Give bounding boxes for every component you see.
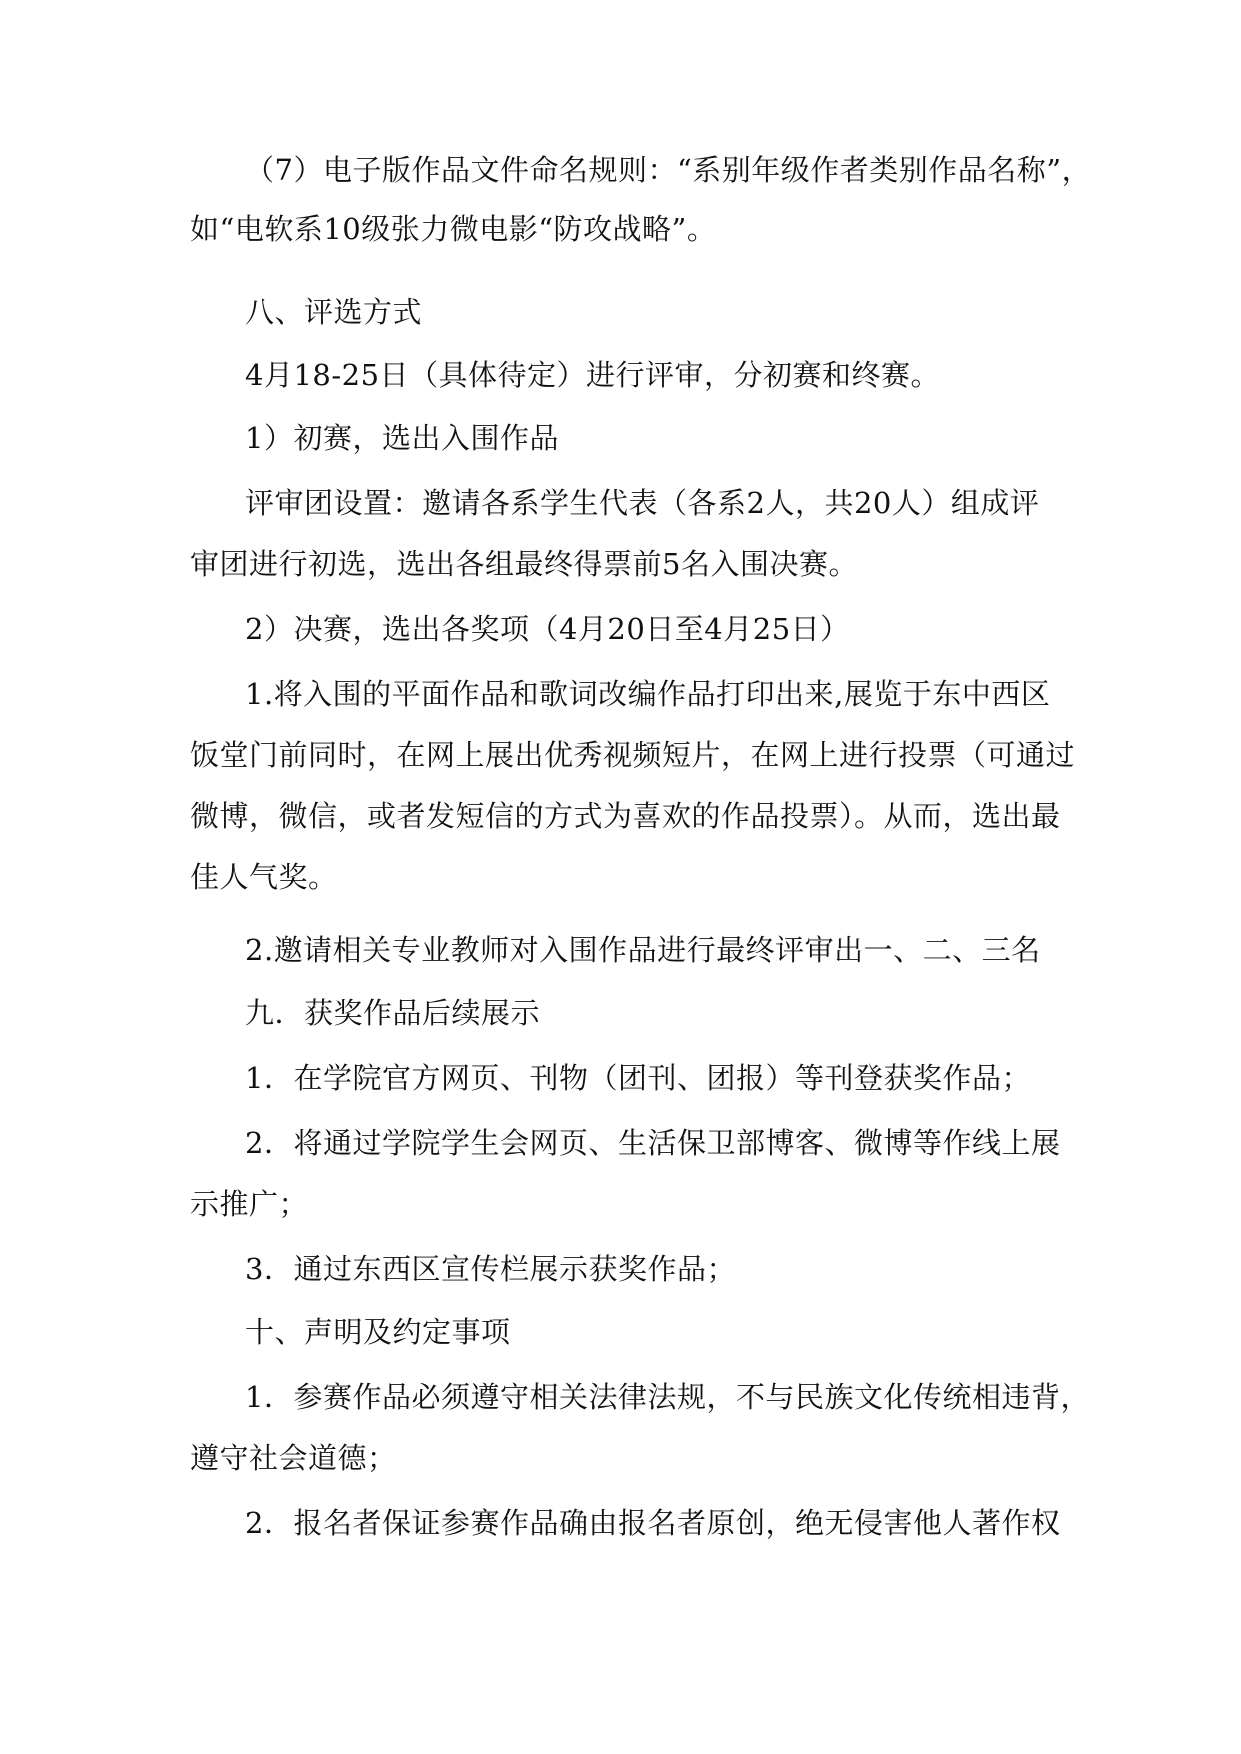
text-line-jury-setup: 评审团设置：邀请各系学生代表（各系2人，共20人）组成评 xyxy=(245,486,1040,520)
text-line-statement-item1: 1．参赛作品必须遵守相关法律法规，不与民族文化传统相违背， xyxy=(245,1380,1090,1414)
section-heading-statement: 十、声明及约定事项 xyxy=(245,1315,511,1349)
subheading-final: 2）决赛，选出各奖项（4月20日至4月25日） xyxy=(245,612,850,646)
text-line-review-date: 4月18-25日（具体待定）进行评审，分初赛和终赛。 xyxy=(245,358,941,392)
text-line-final-item1-cont2: 微博，微信，或者发短信的方式为喜欢的作品投票）。从而，选出最 xyxy=(190,799,1061,833)
subheading-preliminary: 1）初赛，选出入围作品 xyxy=(245,421,559,455)
text-line-final-item1-cont3: 佳人气奖。 xyxy=(190,860,338,894)
text-line-naming-rule: （7）电子版作品文件命名规则：“系别年级作者类别作品名称”， xyxy=(245,153,1092,187)
text-line-naming-example: 如“电软系10级张力微电影“防攻战略”。 xyxy=(190,212,717,246)
section-heading-evaluation: 八、评选方式 xyxy=(245,295,423,329)
text-line-statement-item2: 2．报名者保证参赛作品确由报名者原创，绝无侵害他人著作权 xyxy=(245,1506,1061,1540)
section-heading-display: 九．获奖作品后续展示 xyxy=(245,996,541,1030)
text-line-display-item2-cont: 示推广； xyxy=(190,1187,309,1221)
text-line-final-item2: 2.邀请相关专业教师对入围作品进行最终评审出一、二、三名 xyxy=(245,933,1041,967)
text-line-final-item1-cont: 饭堂门前同时，在网上展出优秀视频短片，在网上进行投票（可通过 xyxy=(190,738,1076,772)
text-line-statement-item1-cont: 遵守社会道德； xyxy=(190,1441,397,1475)
text-line-display-item3: 3．通过东西区宣传栏展示获奖作品； xyxy=(245,1252,736,1286)
text-line-display-item2: 2．将通过学院学生会网页、生活保卫部博客、微博等作线上展 xyxy=(245,1126,1061,1160)
text-line-jury-setup-cont: 审团进行初选，选出各组最终得票前5名入围决赛。 xyxy=(190,547,858,581)
text-line-display-item1: 1．在学院官方网页、刊物（团刊、团报）等刊登获奖作品； xyxy=(245,1061,1031,1095)
text-line-final-item1: 1.将入围的平面作品和歌词改编作品打印出来,展览于东中西区 xyxy=(245,677,1051,711)
